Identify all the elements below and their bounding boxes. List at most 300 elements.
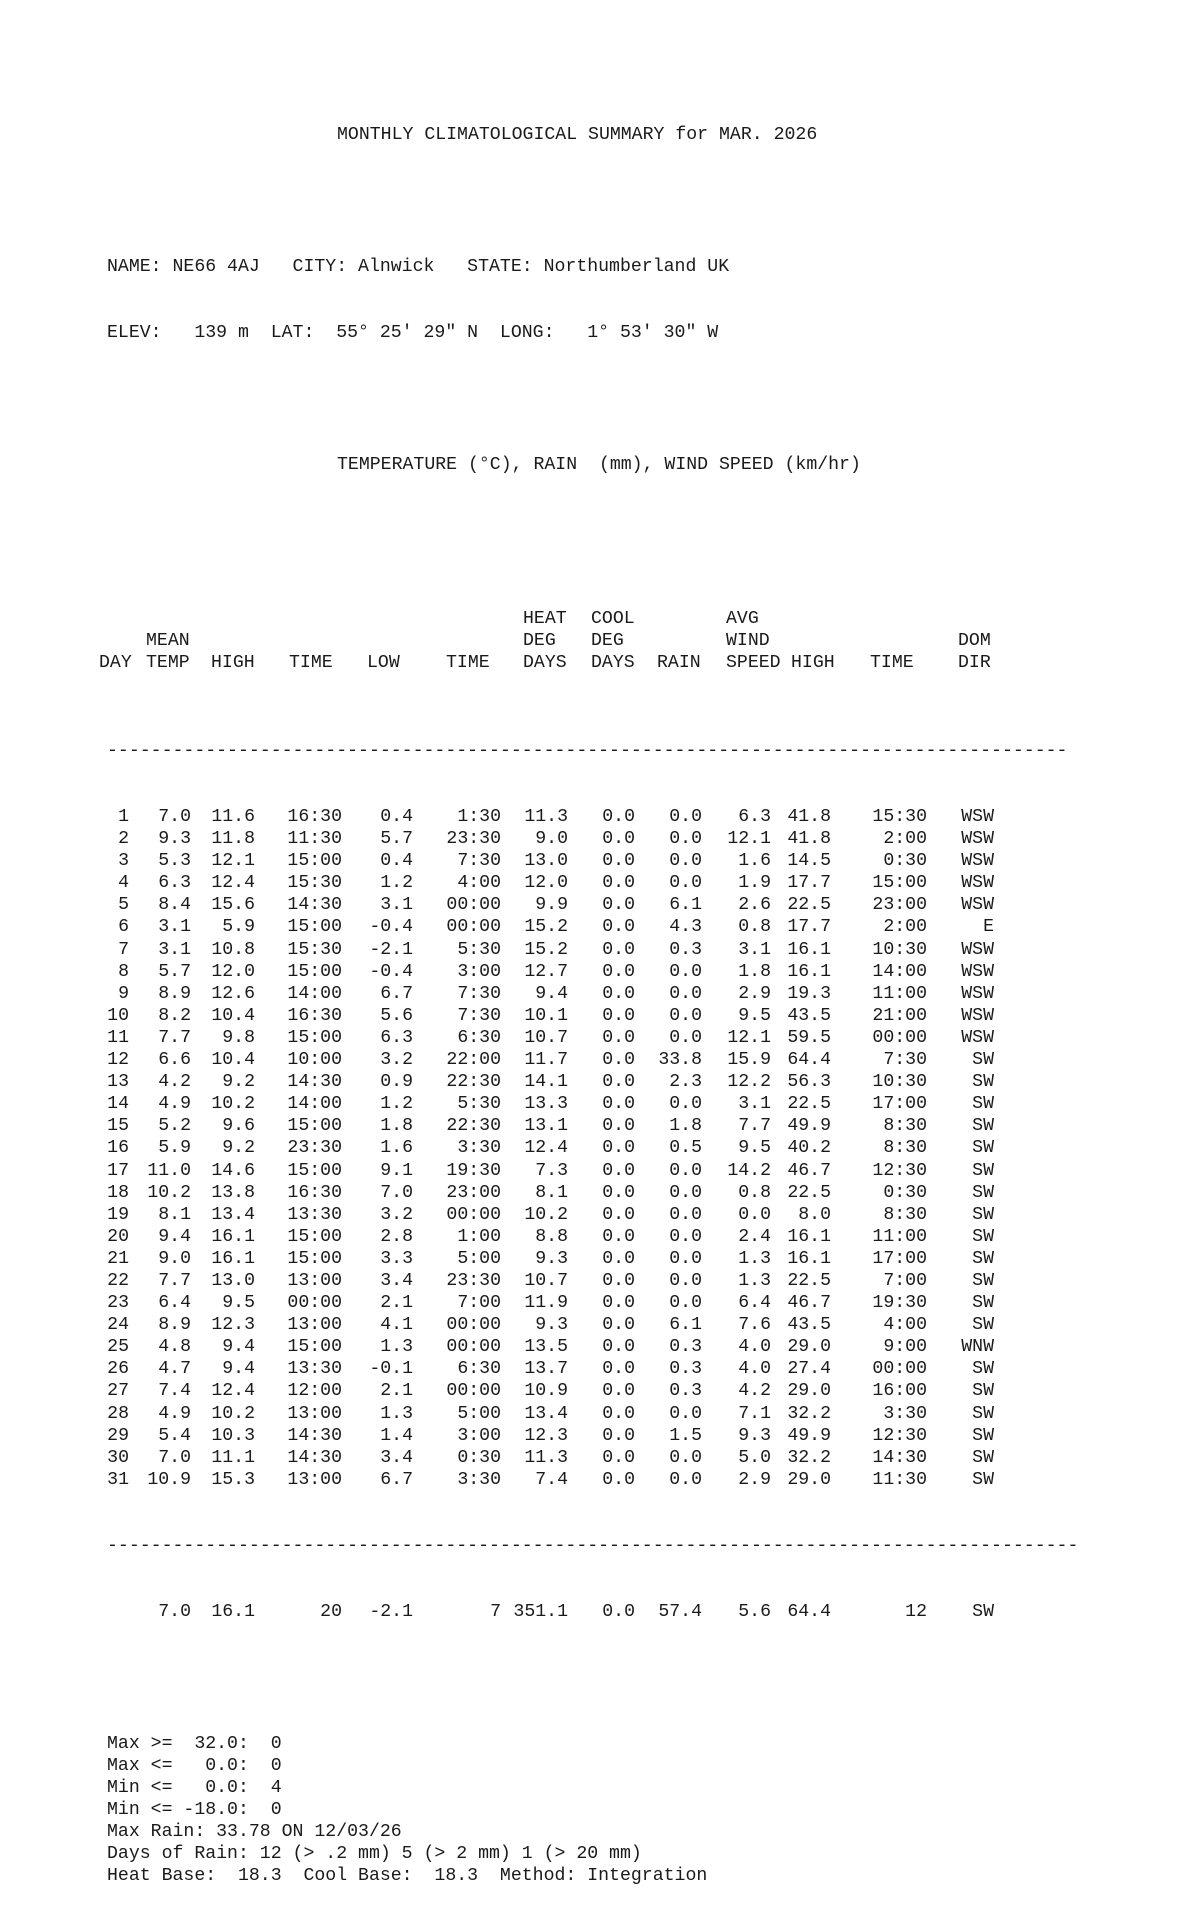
cell-avg-wind-speed: 4.2 xyxy=(738,1381,771,1402)
cell-dom-dir: SW xyxy=(972,1160,994,1181)
cell-dom-dir: WNW xyxy=(961,1337,994,1358)
cell-low-time: 6:30 xyxy=(457,1027,501,1048)
cell-high: 12.3 xyxy=(211,1315,255,1336)
cell-low: 1.2 xyxy=(380,873,413,894)
cell-day: 12 xyxy=(107,1050,129,1071)
cell-dom-dir: SW xyxy=(972,1293,994,1314)
header-dom-dir-line-3: DIR xyxy=(958,653,991,673)
cell-day: 26 xyxy=(107,1359,129,1380)
cell-mean-temp: 4.2 xyxy=(158,1072,191,1093)
cell-rain: 0.0 xyxy=(669,1094,702,1115)
cell-wind-time: 12 xyxy=(905,1601,927,1622)
cell-low-time: 22:30 xyxy=(446,1072,501,1093)
cell-rain: 0.3 xyxy=(669,1381,702,1402)
cell-high-time: 15:00 xyxy=(287,1248,342,1269)
table-row xyxy=(107,1447,1147,1469)
summary-note: Days of Rain: 12 (> .2 mm) 5 (> 2 mm) 1 (> 20 mm) xyxy=(107,1844,642,1864)
cell-wind-high: 19.3 xyxy=(787,983,831,1004)
cell-avg-wind-speed: 15.9 xyxy=(727,1050,771,1071)
cell-low-time: 23:30 xyxy=(446,829,501,850)
table-row xyxy=(107,939,1147,961)
cell-rain: 0.0 xyxy=(669,1182,702,1203)
header-day-line-3: DAY xyxy=(99,653,132,673)
cell-mean-temp: 7.0 xyxy=(158,1601,191,1622)
cell-wind-high: 16.1 xyxy=(787,1226,831,1247)
cell-rain: 0.0 xyxy=(669,1248,702,1269)
cell-avg-wind-speed: 14.2 xyxy=(727,1160,771,1181)
cell-cool-deg-days: 0.0 xyxy=(602,895,635,916)
header-low-time-line-3: TIME xyxy=(446,653,490,673)
cell-avg-wind-speed: 1.3 xyxy=(738,1270,771,1291)
cell-low-time: 23:00 xyxy=(446,1182,501,1203)
cell-mean-temp: 3.1 xyxy=(158,939,191,960)
cell-wind-time: 10:30 xyxy=(872,1072,927,1093)
cell-avg-wind-speed: 7.7 xyxy=(738,1116,771,1137)
table-row xyxy=(107,1314,1147,1336)
cell-rain: 1.8 xyxy=(669,1116,702,1137)
cell-day: 14 xyxy=(107,1094,129,1115)
cell-wind-time: 17:00 xyxy=(872,1094,927,1115)
cell-rain: 0.0 xyxy=(669,873,702,894)
cell-low-time: 7:30 xyxy=(457,1005,501,1026)
cell-mean-temp: 9.3 xyxy=(158,829,191,850)
summary-note: Max Rain: 33.78 ON 12/03/26 xyxy=(107,1822,402,1842)
cell-high-time: 15:00 xyxy=(287,917,342,938)
cell-day: 23 xyxy=(107,1293,129,1314)
cell-wind-time: 19:30 xyxy=(872,1293,927,1314)
cell-rain: 6.1 xyxy=(669,1315,702,1336)
cell-high: 16.1 xyxy=(211,1226,255,1247)
cell-rain: 0.5 xyxy=(669,1138,702,1159)
cell-wind-high: 32.2 xyxy=(787,1403,831,1424)
cell-day: 13 xyxy=(107,1072,129,1093)
cell-cool-deg-days: 0.0 xyxy=(602,1182,635,1203)
cell-day: 4 xyxy=(118,873,129,894)
cell-low-time: 7:30 xyxy=(457,851,501,872)
cell-day: 16 xyxy=(107,1138,129,1159)
cell-low: 7.0 xyxy=(380,1182,413,1203)
cell-high-time: 15:30 xyxy=(287,939,342,960)
cell-rain: 1.5 xyxy=(669,1425,702,1446)
cell-mean-temp: 3.1 xyxy=(158,917,191,938)
cell-wind-time: 14:00 xyxy=(872,961,927,982)
cell-day: 6 xyxy=(118,917,129,938)
table-row xyxy=(107,1204,1147,1226)
cell-wind-high: 17.7 xyxy=(787,873,831,894)
cell-day: 27 xyxy=(107,1381,129,1402)
cell-dom-dir: SW xyxy=(972,1270,994,1291)
cell-avg-wind-speed: 3.1 xyxy=(738,939,771,960)
table-row xyxy=(107,1336,1147,1358)
cell-day: 28 xyxy=(107,1403,129,1424)
cell-avg-wind-speed: 5.0 xyxy=(738,1447,771,1468)
cell-high: 10.4 xyxy=(211,1050,255,1071)
cell-rain: 0.0 xyxy=(669,983,702,1004)
cell-cool-deg-days: 0.0 xyxy=(602,1601,635,1622)
table-row xyxy=(107,1270,1147,1292)
report-title: MONTHLY CLIMATOLOGICAL SUMMARY for MAR. 2026 xyxy=(337,125,818,145)
cell-dom-dir: SW xyxy=(972,1403,994,1424)
cell-rain: 0.3 xyxy=(669,1337,702,1358)
cell-low: 3.4 xyxy=(380,1270,413,1291)
cell-rain: 0.0 xyxy=(669,1293,702,1314)
cell-low-time: 6:30 xyxy=(457,1359,501,1380)
cell-low: 6.7 xyxy=(380,1469,413,1490)
cell-mean-temp: 7.7 xyxy=(158,1027,191,1048)
cell-low: 9.1 xyxy=(380,1160,413,1181)
cell-mean-temp: 8.4 xyxy=(158,895,191,916)
header-heat-deg-days-line-3: DAYS xyxy=(523,653,567,673)
cell-low-time: 23:30 xyxy=(446,1270,501,1291)
cell-rain: 0.0 xyxy=(669,1270,702,1291)
cell-dom-dir: WSW xyxy=(961,961,994,982)
cell-low-time: 00:00 xyxy=(446,1204,501,1225)
cell-high: 11.1 xyxy=(211,1447,255,1468)
cell-low-time: 5:00 xyxy=(457,1248,501,1269)
cell-high: 10.3 xyxy=(211,1425,255,1446)
header-mean-temp-line-3: TEMP xyxy=(146,653,190,673)
cell-avg-wind-speed: 1.3 xyxy=(738,1248,771,1269)
table-row xyxy=(107,961,1147,983)
cell-day: 15 xyxy=(107,1116,129,1137)
cell-high-time: 15:00 xyxy=(287,1337,342,1358)
cell-low-time: 1:30 xyxy=(457,807,501,827)
table-row xyxy=(107,1093,1147,1115)
cell-high: 16.1 xyxy=(211,1601,255,1622)
summary-note: Heat Base: 18.3 Cool Base: 18.3 Method: Integration xyxy=(107,1866,708,1886)
cell-wind-high: 16.1 xyxy=(787,939,831,960)
cell-low: 3.2 xyxy=(380,1050,413,1071)
cell-low: -0.4 xyxy=(369,917,413,938)
cell-rain: 57.4 xyxy=(658,1601,702,1622)
table-row xyxy=(107,806,1147,828)
cell-mean-temp: 4.9 xyxy=(158,1094,191,1115)
cell-dom-dir: SW xyxy=(972,1116,994,1137)
cell-wind-time: 9:00 xyxy=(883,1337,927,1358)
cell-high-time: 14:00 xyxy=(287,1094,342,1115)
cell-low: 1.2 xyxy=(380,1094,413,1115)
cell-day: 18 xyxy=(107,1182,129,1203)
cell-wind-high: 64.4 xyxy=(787,1601,831,1622)
cell-low: 5.6 xyxy=(380,1005,413,1026)
cell-wind-high: 29.0 xyxy=(787,1337,831,1358)
table-row xyxy=(107,1005,1147,1027)
cell-dom-dir: SW xyxy=(972,1204,994,1225)
cell-wind-time: 10:30 xyxy=(872,939,927,960)
cell-wind-high: 29.0 xyxy=(787,1381,831,1402)
cell-mean-temp: 5.3 xyxy=(158,851,191,872)
cell-wind-time: 15:00 xyxy=(872,873,927,894)
cell-avg-wind-speed: 2.9 xyxy=(738,1469,771,1490)
cell-low-time: 0:30 xyxy=(457,1447,501,1468)
table-row xyxy=(107,1403,1147,1425)
cell-mean-temp: 10.2 xyxy=(147,1182,191,1203)
cell-heat-deg-days: 12.4 xyxy=(524,1138,568,1159)
cell-wind-high: 29.0 xyxy=(787,1469,831,1490)
table-row xyxy=(107,1160,1147,1182)
cell-heat-deg-days: 7.4 xyxy=(535,1469,568,1490)
header-heat-deg-days-line-1: HEAT xyxy=(523,609,567,629)
cell-rain: 33.8 xyxy=(658,1050,702,1071)
cell-day: 31 xyxy=(107,1469,129,1490)
table-row xyxy=(107,1248,1147,1270)
cell-high-time: 15:00 xyxy=(287,961,342,982)
table-row xyxy=(107,1115,1147,1137)
cell-low-time: 3:00 xyxy=(457,1425,501,1446)
cell-dom-dir: SW xyxy=(972,1138,994,1159)
cell-avg-wind-speed: 1.8 xyxy=(738,961,771,982)
cell-dom-dir: WSW xyxy=(961,807,994,827)
cell-wind-high: 22.5 xyxy=(787,1182,831,1203)
cell-low: 3.4 xyxy=(380,1447,413,1468)
cell-high: 13.8 xyxy=(211,1182,255,1203)
cell-cool-deg-days: 0.0 xyxy=(602,1447,635,1468)
cell-high-time: 14:30 xyxy=(287,1425,342,1446)
cell-cool-deg-days: 0.0 xyxy=(602,1160,635,1181)
cell-wind-time: 4:00 xyxy=(883,1315,927,1336)
cell-heat-deg-days: 11.3 xyxy=(524,807,568,827)
cell-cool-deg-days: 0.0 xyxy=(602,1116,635,1137)
cell-heat-deg-days: 13.0 xyxy=(524,851,568,872)
cell-high-time: 13:30 xyxy=(287,1359,342,1380)
cell-heat-deg-days: 11.9 xyxy=(524,1293,568,1314)
cell-rain: 0.3 xyxy=(669,1359,702,1380)
cell-low-time: 7:30 xyxy=(457,983,501,1004)
cell-high-time: 16:30 xyxy=(287,807,342,827)
cell-low-time: 00:00 xyxy=(446,895,501,916)
table-row xyxy=(107,1469,1147,1491)
cell-low: 2.1 xyxy=(380,1381,413,1402)
cell-high: 13.4 xyxy=(211,1204,255,1225)
cell-dom-dir: SW xyxy=(972,1226,994,1247)
header-high-time-line-3: TIME xyxy=(289,653,333,673)
cell-heat-deg-days: 10.7 xyxy=(524,1027,568,1048)
cell-mean-temp: 5.4 xyxy=(158,1425,191,1446)
cell-day: 10 xyxy=(107,1005,129,1026)
cell-wind-time: 2:00 xyxy=(883,829,927,850)
cell-low: -2.1 xyxy=(369,1601,413,1622)
cell-rain: 0.0 xyxy=(669,851,702,872)
cell-cool-deg-days: 0.0 xyxy=(602,1027,635,1048)
cell-wind-time: 21:00 xyxy=(872,1005,927,1026)
cell-low-time: 00:00 xyxy=(446,1381,501,1402)
cell-low-time: 00:00 xyxy=(446,1337,501,1358)
cell-day: 7 xyxy=(118,939,129,960)
cell-wind-time: 11:00 xyxy=(872,1226,927,1247)
cell-rain: 0.0 xyxy=(669,1005,702,1026)
cell-mean-temp: 9.4 xyxy=(158,1226,191,1247)
cell-heat-deg-days: 9.4 xyxy=(535,983,568,1004)
climate-summary-document xyxy=(99,80,1147,1909)
cell-dom-dir: WSW xyxy=(961,873,994,894)
station-info-line-1: NAME: NE66 4AJ CITY: Alnwick STATE: Northumberland UK xyxy=(107,257,730,277)
cell-mean-temp: 8.2 xyxy=(158,1005,191,1026)
cell-avg-wind-speed: 7.1 xyxy=(738,1403,771,1424)
cell-dom-dir: WSW xyxy=(961,983,994,1004)
cell-mean-temp: 7.4 xyxy=(158,1381,191,1402)
cell-high-time: 20 xyxy=(320,1601,342,1622)
cell-cool-deg-days: 0.0 xyxy=(602,939,635,960)
header-heat-deg-days-line-2: DEG xyxy=(523,631,556,651)
cell-high: 10.2 xyxy=(211,1094,255,1115)
table-header xyxy=(99,608,1147,674)
cell-rain: 0.0 xyxy=(669,1226,702,1247)
cell-rain: 0.0 xyxy=(669,1160,702,1181)
totals-values xyxy=(107,1601,1147,1623)
cell-low: 2.8 xyxy=(380,1226,413,1247)
cell-cool-deg-days: 0.0 xyxy=(602,1072,635,1093)
cell-heat-deg-days: 12.3 xyxy=(524,1425,568,1446)
cell-low: 4.1 xyxy=(380,1315,413,1336)
cell-avg-wind-speed: 3.1 xyxy=(738,1094,771,1115)
cell-cool-deg-days: 0.0 xyxy=(602,1381,635,1402)
header-cool-deg-days-line-2: DEG xyxy=(591,631,624,651)
cell-dom-dir: SW xyxy=(972,1469,994,1490)
cell-avg-wind-speed: 1.6 xyxy=(738,851,771,872)
cell-wind-high: 59.5 xyxy=(787,1027,831,1048)
cell-avg-wind-speed: 6.3 xyxy=(738,807,771,827)
cell-day: 20 xyxy=(107,1226,129,1247)
cell-heat-deg-days: 11.7 xyxy=(524,1050,568,1071)
table-row xyxy=(107,983,1147,1005)
cell-mean-temp: 4.7 xyxy=(158,1359,191,1380)
cell-heat-deg-days: 12.7 xyxy=(524,961,568,982)
cell-dom-dir: SW xyxy=(972,1072,994,1093)
header-cool-deg-days-line-3: DAYS xyxy=(591,653,635,673)
cell-avg-wind-speed: 5.6 xyxy=(738,1601,771,1622)
cell-mean-temp: 11.0 xyxy=(147,1160,191,1181)
cell-dom-dir: SW xyxy=(972,1601,994,1622)
cell-heat-deg-days: 8.8 xyxy=(535,1226,568,1247)
table-rule-top: ---------------------------------------------------------------------------------------- xyxy=(107,741,1068,761)
cell-low: 1.8 xyxy=(380,1116,413,1137)
cell-heat-deg-days: 351.1 xyxy=(513,1601,568,1622)
cell-high-time: 16:30 xyxy=(287,1182,342,1203)
summary-note: Min <= -18.0: 0 xyxy=(107,1800,282,1820)
cell-dom-dir: SW xyxy=(972,1381,994,1402)
cell-cool-deg-days: 0.0 xyxy=(602,1050,635,1071)
cell-wind-high: 8.0 xyxy=(798,1204,831,1225)
cell-cool-deg-days: 0.0 xyxy=(602,961,635,982)
cell-wind-high: 22.5 xyxy=(787,895,831,916)
cell-mean-temp: 6.3 xyxy=(158,873,191,894)
cell-avg-wind-speed: 7.6 xyxy=(738,1315,771,1336)
cell-mean-temp: 4.8 xyxy=(158,1337,191,1358)
cell-dom-dir: SW xyxy=(972,1447,994,1468)
cell-low: 3.3 xyxy=(380,1248,413,1269)
cell-wind-time: 17:00 xyxy=(872,1248,927,1269)
cell-day: 11 xyxy=(107,1027,129,1048)
cell-low: 3.2 xyxy=(380,1204,413,1225)
cell-low: 0.9 xyxy=(380,1072,413,1093)
table-row xyxy=(107,872,1147,894)
cell-avg-wind-speed: 2.9 xyxy=(738,983,771,1004)
cell-avg-wind-speed: 0.0 xyxy=(738,1204,771,1225)
cell-heat-deg-days: 7.3 xyxy=(535,1160,568,1181)
data-table-body xyxy=(107,806,1147,1491)
cell-rain: 4.3 xyxy=(669,917,702,938)
cell-low: 0.4 xyxy=(380,807,413,827)
table-row xyxy=(107,1358,1147,1380)
cell-day: 1 xyxy=(118,807,129,827)
cell-wind-time: 23:00 xyxy=(872,895,927,916)
cell-high: 9.4 xyxy=(222,1337,255,1358)
cell-day: 25 xyxy=(107,1337,129,1358)
cell-wind-time: 8:30 xyxy=(883,1204,927,1225)
cell-low-time: 00:00 xyxy=(446,917,501,938)
cell-cool-deg-days: 0.0 xyxy=(602,917,635,938)
cell-rain: 0.0 xyxy=(669,807,702,827)
cell-wind-high: 56.3 xyxy=(787,1072,831,1093)
cell-low: 1.6 xyxy=(380,1138,413,1159)
cell-low: -2.1 xyxy=(369,939,413,960)
cell-heat-deg-days: 11.3 xyxy=(524,1447,568,1468)
cell-cool-deg-days: 0.0 xyxy=(602,851,635,872)
cell-avg-wind-speed: 6.4 xyxy=(738,1293,771,1314)
cell-dom-dir: WSW xyxy=(961,1005,994,1026)
cell-high: 10.8 xyxy=(211,939,255,960)
cell-wind-time: 0:30 xyxy=(883,851,927,872)
header-rain-line-3: RAIN xyxy=(657,653,701,673)
header-avg-wind-speed-line-1: AVG xyxy=(726,609,759,629)
cell-low-time: 4:00 xyxy=(457,873,501,894)
cell-wind-high: 14.5 xyxy=(787,851,831,872)
cell-mean-temp: 6.4 xyxy=(158,1293,191,1314)
table-row xyxy=(107,828,1147,850)
cell-avg-wind-speed: 4.0 xyxy=(738,1337,771,1358)
cell-wind-high: 16.1 xyxy=(787,961,831,982)
cell-low: 1.3 xyxy=(380,1337,413,1358)
cell-cool-deg-days: 0.0 xyxy=(602,807,635,827)
cell-wind-time: 8:30 xyxy=(883,1138,927,1159)
cell-low-time: 00:00 xyxy=(446,1315,501,1336)
cell-high: 13.0 xyxy=(211,1270,255,1291)
cell-low: 1.4 xyxy=(380,1425,413,1446)
cell-mean-temp: 7.0 xyxy=(158,807,191,827)
cell-wind-time: 14:30 xyxy=(872,1447,927,1468)
cell-cool-deg-days: 0.0 xyxy=(602,1226,635,1247)
cell-low-time: 3:00 xyxy=(457,961,501,982)
table-row xyxy=(107,916,1147,938)
cell-high: 9.8 xyxy=(222,1027,255,1048)
cell-high: 16.1 xyxy=(211,1248,255,1269)
cell-heat-deg-days: 14.1 xyxy=(524,1072,568,1093)
table-row xyxy=(107,1425,1147,1447)
cell-high-time: 15:00 xyxy=(287,851,342,872)
cell-high: 12.4 xyxy=(211,873,255,894)
cell-wind-high: 22.5 xyxy=(787,1270,831,1291)
cell-wind-time: 7:00 xyxy=(883,1270,927,1291)
cell-high-time: 23:30 xyxy=(287,1138,342,1159)
cell-dom-dir: SW xyxy=(972,1359,994,1380)
cell-avg-wind-speed: 12.1 xyxy=(727,829,771,850)
cell-wind-high: 43.5 xyxy=(787,1005,831,1026)
cell-heat-deg-days: 10.9 xyxy=(524,1381,568,1402)
cell-mean-temp: 5.2 xyxy=(158,1116,191,1137)
cell-heat-deg-days: 13.5 xyxy=(524,1337,568,1358)
cell-day: 9 xyxy=(118,983,129,1004)
cell-mean-temp: 7.7 xyxy=(158,1270,191,1291)
cell-low-time: 7 xyxy=(490,1601,501,1622)
cell-wind-high: 27.4 xyxy=(787,1359,831,1380)
cell-high-time: 16:30 xyxy=(287,1005,342,1026)
cell-high: 11.6 xyxy=(211,807,255,827)
cell-cool-deg-days: 0.0 xyxy=(602,1425,635,1446)
cell-wind-high: 46.7 xyxy=(787,1293,831,1314)
cell-high-time: 15:00 xyxy=(287,1226,342,1247)
cell-dom-dir: E xyxy=(983,917,994,938)
header-dom-dir-line-2: DOM xyxy=(958,631,991,651)
